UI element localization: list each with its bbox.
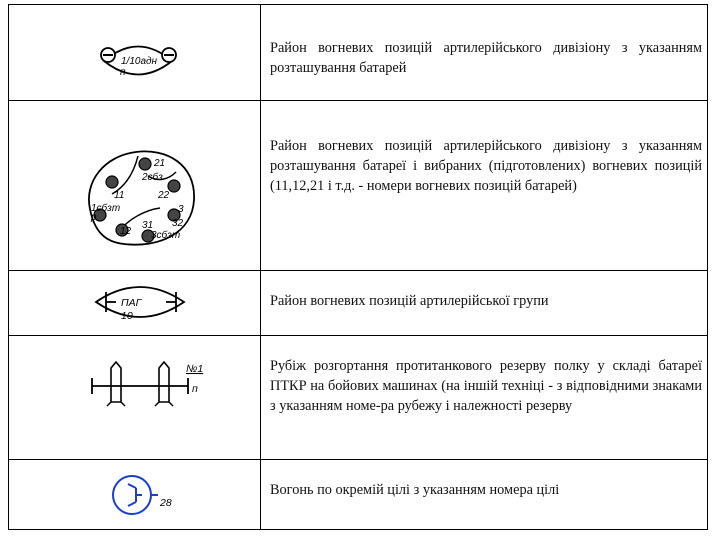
reserve-label: р: [91, 212, 97, 223]
position-label: 21: [154, 158, 166, 169]
row-description: Район вогневих позицій артилерійського дивізіону з указанням розташування батарей: [270, 40, 702, 76]
row-description: Вогонь по окремій цілі з указанням номера цілі: [270, 482, 560, 498]
position-label: 31: [142, 220, 154, 231]
position-label: 32: [172, 218, 184, 229]
target-number-label: 28: [160, 497, 172, 509]
symbols-table: [8, 4, 708, 530]
position-label: 3: [178, 204, 184, 215]
row-description: Район вогневих позицій артилерійської групи: [270, 293, 549, 309]
artillery-group-area-symbol: [96, 287, 184, 322]
table-border-right: [707, 4, 708, 530]
column-divider: [260, 4, 261, 530]
group-number-label: 10: [121, 310, 133, 322]
division-fire-area-symbol: [101, 47, 176, 79]
position-label: 12: [120, 226, 132, 237]
division-positions-detailed-symbol: [89, 151, 194, 244]
battery-label: 3сбзт: [151, 230, 181, 241]
group-label: ПАГ: [121, 297, 142, 309]
position-label: 11: [114, 190, 125, 201]
battery-label: 2сбз: [142, 172, 163, 183]
subordination-label: п: [192, 383, 198, 395]
antitank-reserve-line-symbol: [92, 362, 203, 406]
position-label: 22: [158, 190, 170, 201]
line-number-label: №1: [186, 363, 204, 375]
row-description: Рубіж розгортання протитанкового резерву полку у складі батареї ПТКР на бойових машинах (на іншій техніці - з відповідними знаками з указанням номе-ра рубежу і належності резерву: [270, 358, 702, 414]
symbol-column: [8, 4, 260, 530]
subordination-label: п: [120, 67, 126, 78]
battery-label: 1сбзт: [91, 203, 121, 214]
single-target-fire-symbol: [113, 476, 172, 514]
unit-label: 1/10адн: [121, 56, 158, 67]
row-description: Район вогневих позицій артилерійського дивізіону з указанням розташування батареї і вибраних (підготовлених) вогневих позицій (11,12,21 і т.д. - номери вогневих позицій батарей): [270, 138, 702, 194]
